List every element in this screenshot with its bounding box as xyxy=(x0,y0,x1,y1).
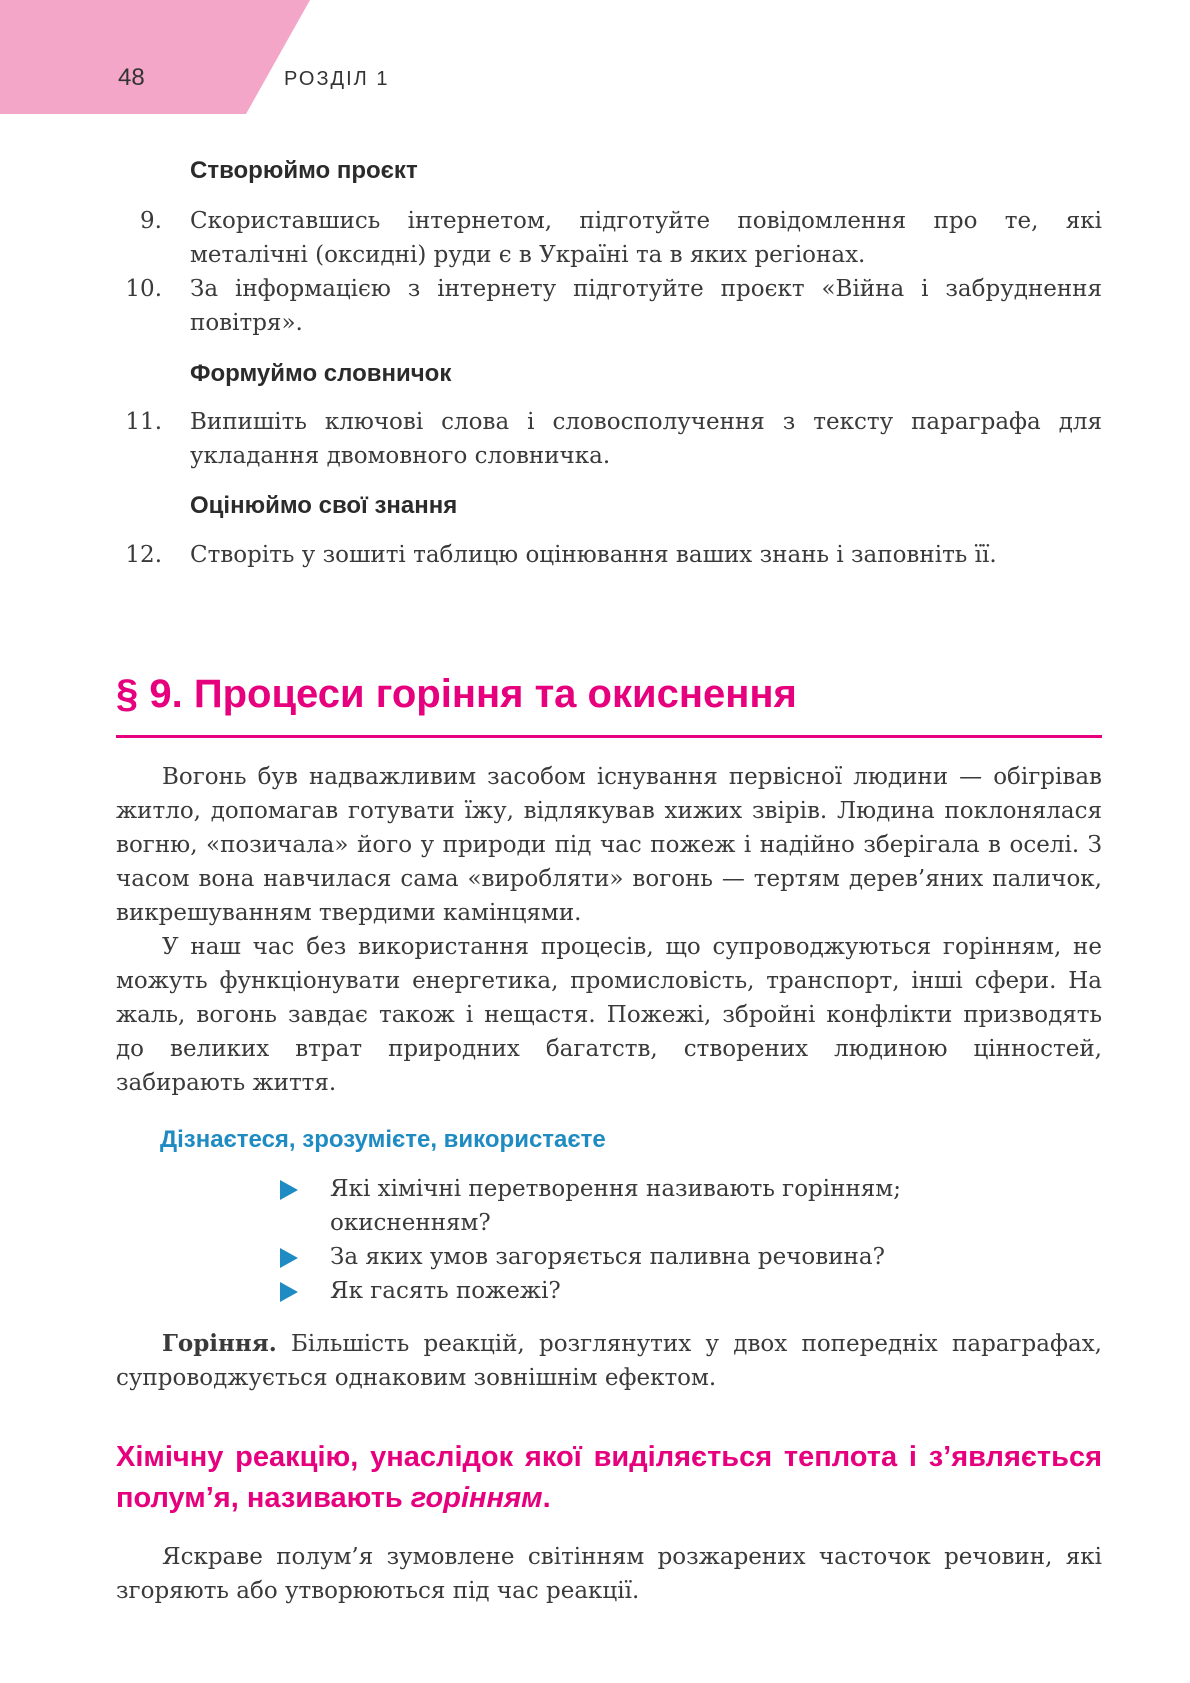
question-text: За яких умов загоряється паливна речовина? xyxy=(330,1244,885,1270)
task-11 xyxy=(112,405,1102,473)
task-number: 12. xyxy=(125,542,162,568)
task-12 xyxy=(112,538,1102,572)
list-item xyxy=(280,1274,1000,1308)
task-10 xyxy=(112,272,1102,340)
question-list xyxy=(280,1172,1000,1308)
task-number: 10. xyxy=(125,276,162,302)
list-item xyxy=(280,1240,1000,1274)
task-number: 11. xyxy=(125,409,162,435)
project-heading: Створюймо проєкт xyxy=(190,157,418,184)
combustion-text: Більшість реакцій, розглянутих у двох попередніх параграфах, супроводжується однаковим зовнішнім ефектом. xyxy=(116,1331,1102,1391)
task-text: Випишіть ключові слова і словосполучення з тексту параграфа для укладання двомовного словничка. xyxy=(190,409,1102,469)
glossary-heading: Формуймо словничок xyxy=(190,360,452,387)
combustion-paragraph xyxy=(116,1327,1102,1395)
arrow-right-icon xyxy=(280,1248,298,1268)
intro-paragraph: Вогонь був надважливим засобом існування первісної людини — обігрівав житло, допомагав готувати їжу, відлякував хижих звірів. Людина поклонялася вогню, «позичала» його у природи під час пожеж і надійно зберігала в оселі. З часом вона навчилася сама «виробляти» вогонь — тертям дерев’яних паличок, викрешуванням твердими камінцями. xyxy=(116,764,1102,926)
task-text: Створіть у зошиті таблицю оцінювання ваших знань і заповніть її. xyxy=(190,542,997,568)
question-text: Як гасять пожежі? xyxy=(330,1278,561,1304)
title-underline xyxy=(116,735,1102,738)
task-text: Скориставшись інтернетом, підготуйте повідомлення про те, які металічні (оксидні) руди є в Україні та в яких регіонах. xyxy=(190,208,1102,268)
section-label: РОЗДІЛ 1 xyxy=(284,68,390,90)
definition-text: Хімічну реакцію, унаслідок якої виділяється теплота і з’являється полум’я, називають xyxy=(116,1441,1102,1514)
task-number: 9. xyxy=(140,208,162,234)
task-9 xyxy=(112,204,1102,272)
flame-paragraph: Яскраве полум’я зумовлене світінням розжарених часточок речовин, які згоряють або утворюються під час реакції. xyxy=(116,1544,1102,1604)
list-item xyxy=(280,1172,1000,1240)
arrow-right-icon xyxy=(280,1282,298,1302)
page-number: 48 xyxy=(118,64,145,91)
intro-paragraph: У наш час без використання процесів, що супроводжуються горінням, не можуть функціонувати енергетика, промисловість, транспорт, інші сфери. На жаль, вогонь завдає також і нещастя. Пожежі, збройні конфлікти призводять до великих втрат природних багатств, створених людиною цінностей, забирають життя. xyxy=(116,934,1102,1096)
intro-text xyxy=(116,760,1102,1100)
header-accent-band xyxy=(0,0,310,114)
combustion-term: Горіння. xyxy=(162,1330,277,1357)
definition-term: горінням xyxy=(410,1482,543,1514)
definition-end: . xyxy=(542,1482,551,1514)
paragraph-title: § 9. Процеси горіння та окиснення xyxy=(116,672,797,716)
question-text: Які хімічні перетворення називають горінням; окисненням? xyxy=(330,1176,901,1236)
assessment-heading: Оцінюймо свої знання xyxy=(190,492,458,519)
combustion-definition xyxy=(116,1437,1102,1519)
task-text: За інформацією з інтернету підготуйте проєкт «Війна і забруднення повітря». xyxy=(190,276,1102,336)
arrow-right-icon xyxy=(280,1180,298,1200)
learn-heading: Дізнаєтеся, зрозумієте, використаєте xyxy=(160,1126,606,1153)
